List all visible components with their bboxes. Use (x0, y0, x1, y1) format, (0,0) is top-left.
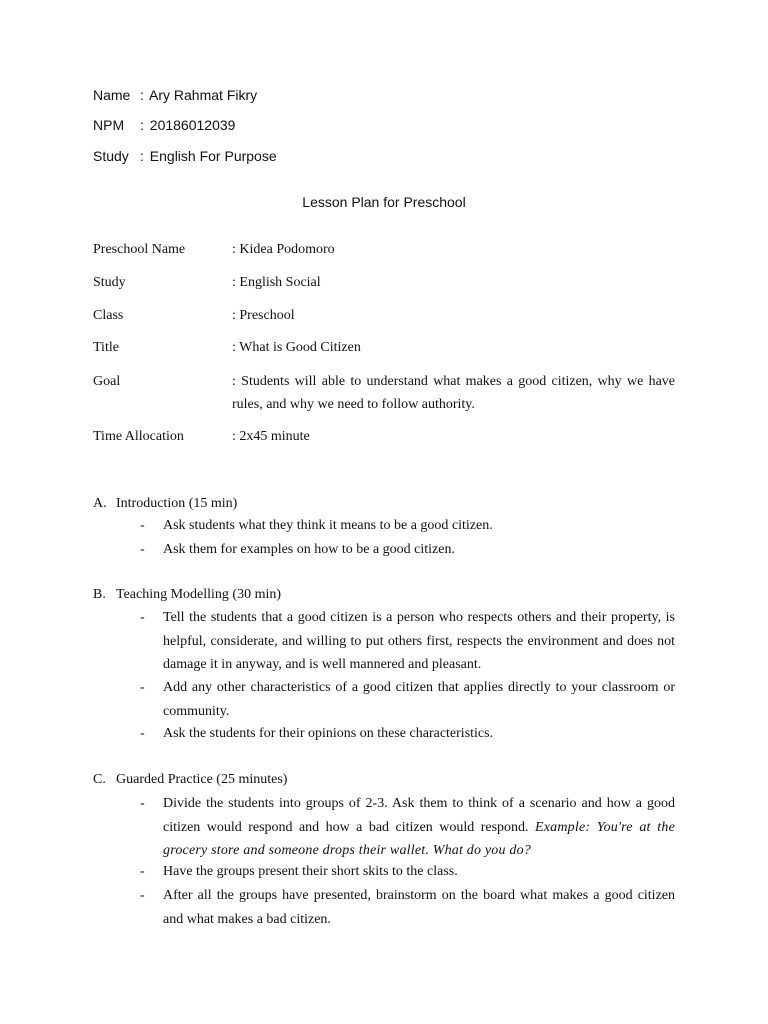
example-text: Example: You're at the grocery store and someone drops their wallet. What do you do? (163, 819, 675, 858)
detail-label: Time Allocation (93, 429, 184, 444)
section-heading (93, 587, 281, 603)
study-label: Study (93, 148, 129, 164)
name-value: Ary Rahmat Fikry (149, 87, 258, 103)
study-value: English For Purpose (149, 148, 277, 164)
name-label: Name (93, 87, 131, 103)
document-title: Lesson Plan for Preschool (302, 194, 466, 210)
npm-label: NPM (93, 117, 125, 133)
section-letter: B. (93, 587, 106, 602)
section-heading (93, 772, 287, 788)
detail-label: Title (93, 340, 119, 355)
detail-value: : What is Good Citizen (232, 340, 361, 355)
list-item-text: Have the groups present their short skits to the class. (163, 864, 458, 879)
student-npm-line: NPM : 20186012039 (93, 117, 236, 133)
section-letter: C. (93, 772, 106, 787)
detail-value: : Kidea Podomoro (232, 242, 335, 257)
detail-label: Preschool Name (93, 242, 186, 257)
section-title: Teaching Modelling (30 min) (116, 587, 282, 602)
list-item-text: Add any other characteristics of a good citizen that applies directly to your classroom or community. (163, 680, 675, 719)
detail-value: : Preschool (232, 308, 295, 323)
list-item-text: Tell the students that a good citizen is a person who respects others and their property, is helpful, considerate, and willing to put others first, respects the environment and does not damage it in anyway, and is well mannered and pleasant. (163, 610, 675, 672)
detail-value: : English Social (232, 275, 321, 290)
detail-label: Class (93, 308, 124, 323)
student-name-line: Name : Ary Rahmat Fikry (93, 87, 258, 103)
document-page: Name : Ary Rahmat Fikry NPM : 20186012039 Study : English For Purpose Lesson Plan for Preschool Preschool Name : Kidea Podomoro Study : English Social Class : Preschool Title : What is Good Citizen Goal : Students will able to understand what makes a good citizen, why we have rules, and why we need to follow authority. Time Allocation : 2x45 minute A. Introduction (15 min) - Ask students what they think it means to be a good citizen. - Ask them for examples on how to be a good citizen. B. Teaching Modelling (30 min) - Tell the students that a good citizen is a person who respects others and their property, is helpful, considerate, and willing to put others first, respects the environment and does not damage it in anyway, and is well mannered and pleasant. - Add any other characteristics of a good citizen that applies directly to your classroom or community. - Ask the students for their opinions on these characteristics. C. Guarded Practice (25 minutes) - Divide the students into groups of 2-3. Ask them to think of a scenario and how a good citizen would respond and how a bad citizen would respond. Example: You're at the grocery store and someone drops their wallet. What do you do? - Have the groups present their short skits to the class. - After all the groups have presented, brainstorm on the board what makes a good citizen and what makes a bad citizen. (0, 0, 768, 1024)
section-heading (93, 496, 237, 512)
detail-value: : 2x45 minute (232, 429, 310, 444)
section-title: Introduction (15 min) (116, 496, 238, 511)
detail-label: Goal (93, 374, 121, 389)
npm-value: 20186012039 (149, 117, 236, 133)
detail-label: Study (93, 275, 126, 290)
list-item-text: Ask them for examples on how to be a good citizen. (163, 542, 455, 557)
list-item-text: After all the groups have presented, brainstorm on the board what makes a good citizen and what makes a bad citizen. (163, 888, 675, 927)
section-title: Guarded Practice (25 minutes) (116, 772, 288, 787)
section-letter: A. (93, 496, 107, 511)
student-study-line: Study : English For Purpose (93, 148, 277, 164)
list-item-text: Ask the students for their opinions on these characteristics. (163, 726, 494, 741)
detail-value: : Students will able to understand what makes a good citizen, why we have rules, and why we need to follow authority. (232, 374, 675, 412)
list-item-main-text: Divide the students into groups of 2-3. Ask them to think of a scenario and how a good citizen would respond and how a bad citizen would respond. (163, 796, 675, 835)
list-item-text: Ask students what they think it means to be a good citizen. (163, 518, 493, 533)
list-item-text (163, 792, 675, 863)
